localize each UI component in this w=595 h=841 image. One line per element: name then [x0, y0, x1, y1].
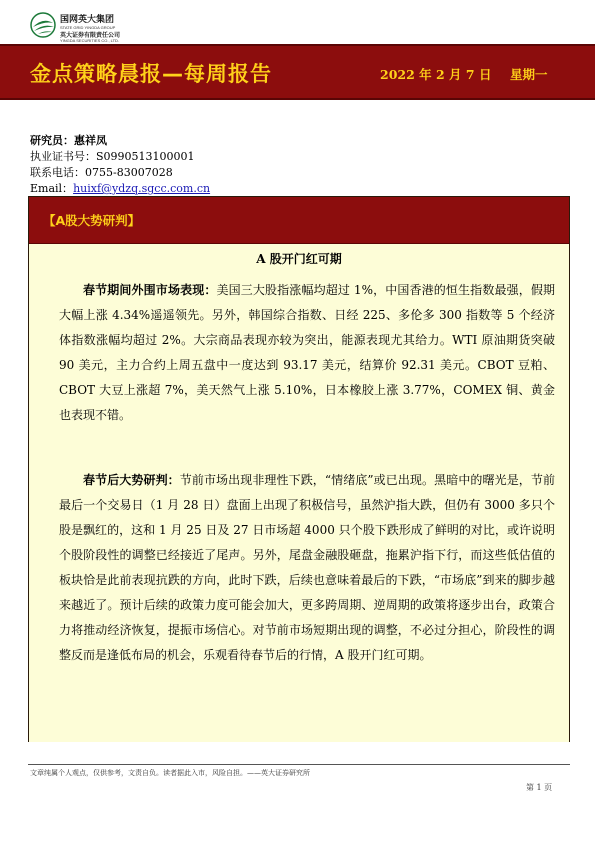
globe-logo-icon [30, 12, 56, 38]
company-logo [30, 10, 230, 44]
paragraph-text: 节前市场出现非理性下跌，“情绪底”或已出现。黑暗中的曙光是，节前最后一个交易日（1 月 28 日）盘面上出现了积极信号，虽然沪指大跌，但仍有 3000 多只个股是飘红的，这和 1 月 25 日及 27 日市场超 4000 只个股下跌形成了鲜明的对比，或许说明个股阶段性的调整已经接近了尾声。另外，尾盘金融股砸盘，拖累沪指下行，而这些低估值的板块恰是此前表现抗跌的方向，此时下跌，后续也意味着最后的下跌，“市场底”到来的脚步越来越近了。预计后续的政策力度可能会加大，更多跨周期、逆周期的政策将逐步出台，政策合力将推动经济恢复，提振市场信心。对节前市场短期出现的调整，不必过分担心，阶段性的调整反而是逢低布局的机会，乐观看待春节后的行情，A 股开门红可期。 [59, 473, 555, 662]
paragraph-text: 美国三大股指涨幅均超过 1%，中国香港的恒生指数最强，假期大幅上涨 4.34%遥遥领先。另外，韩国综合指数、日经 225、多伦多 300 指数等 5 个经济体指数涨幅均超过 2%。大宗商品表现亦较为突出，能源表现尤其给力。WTI 原油期货突破 90 美元，主力合约上周五盘中一度达到 93.17 美元，结算价 92.31 美元。CBOT 豆粕、CBOT 大豆上涨超 7%，美天然气上涨 5.10%，日本橡胶上涨 3.77%，COMEX 铜、黄金也表现不错。 [59, 283, 555, 422]
contact-phone: 联系电话：0755-83007028 [30, 166, 173, 179]
report-banner [0, 44, 595, 100]
paragraph-lead: 春节期间外围市场表现： [83, 283, 217, 297]
report-date: 2022 年 2 月 7 日 [380, 67, 492, 82]
footer-divider [28, 764, 570, 765]
paragraph-lead: 春节后大势研判： [83, 473, 180, 487]
logo-group-name-en: STATE GRID YINGDA GROUP [60, 25, 116, 30]
logo-company-name-en: YINGDA SECURITIES CO., LTD. [60, 38, 120, 43]
email-line [30, 181, 210, 197]
author-info [30, 133, 210, 197]
report-title: 金点策略晨报—每周报告 [30, 62, 272, 86]
article-title: A 股开门红可期 [256, 252, 342, 266]
researcher-name: 研究员：惠祥凤 [30, 134, 107, 147]
logo-company-name: 英大证券有限责任公司 [60, 32, 121, 39]
disclaimer: 文章纯属个人观点，仅供参考，文责自负。读者据此入市，风险自担。——英大证券研究所 [30, 769, 310, 777]
report-weekday: 星期一 [510, 67, 548, 82]
section-header [29, 197, 569, 243]
email-label: Email： [30, 182, 74, 195]
paragraph-overseas-markets [59, 278, 555, 428]
paragraph-market-outlook [59, 468, 555, 668]
license-number: 执业证书号：S0990513100001 [30, 150, 195, 163]
analysis-section [28, 196, 570, 742]
section-label: 【A股大势研判】 [43, 213, 141, 228]
page-number: 第 1 页 [526, 783, 553, 792]
section-body [29, 243, 569, 742]
logo-group-name: 国网英大集团 [60, 15, 115, 25]
email-link[interactable]: huixf@ydzq.sgcc.com.cn [73, 182, 211, 195]
